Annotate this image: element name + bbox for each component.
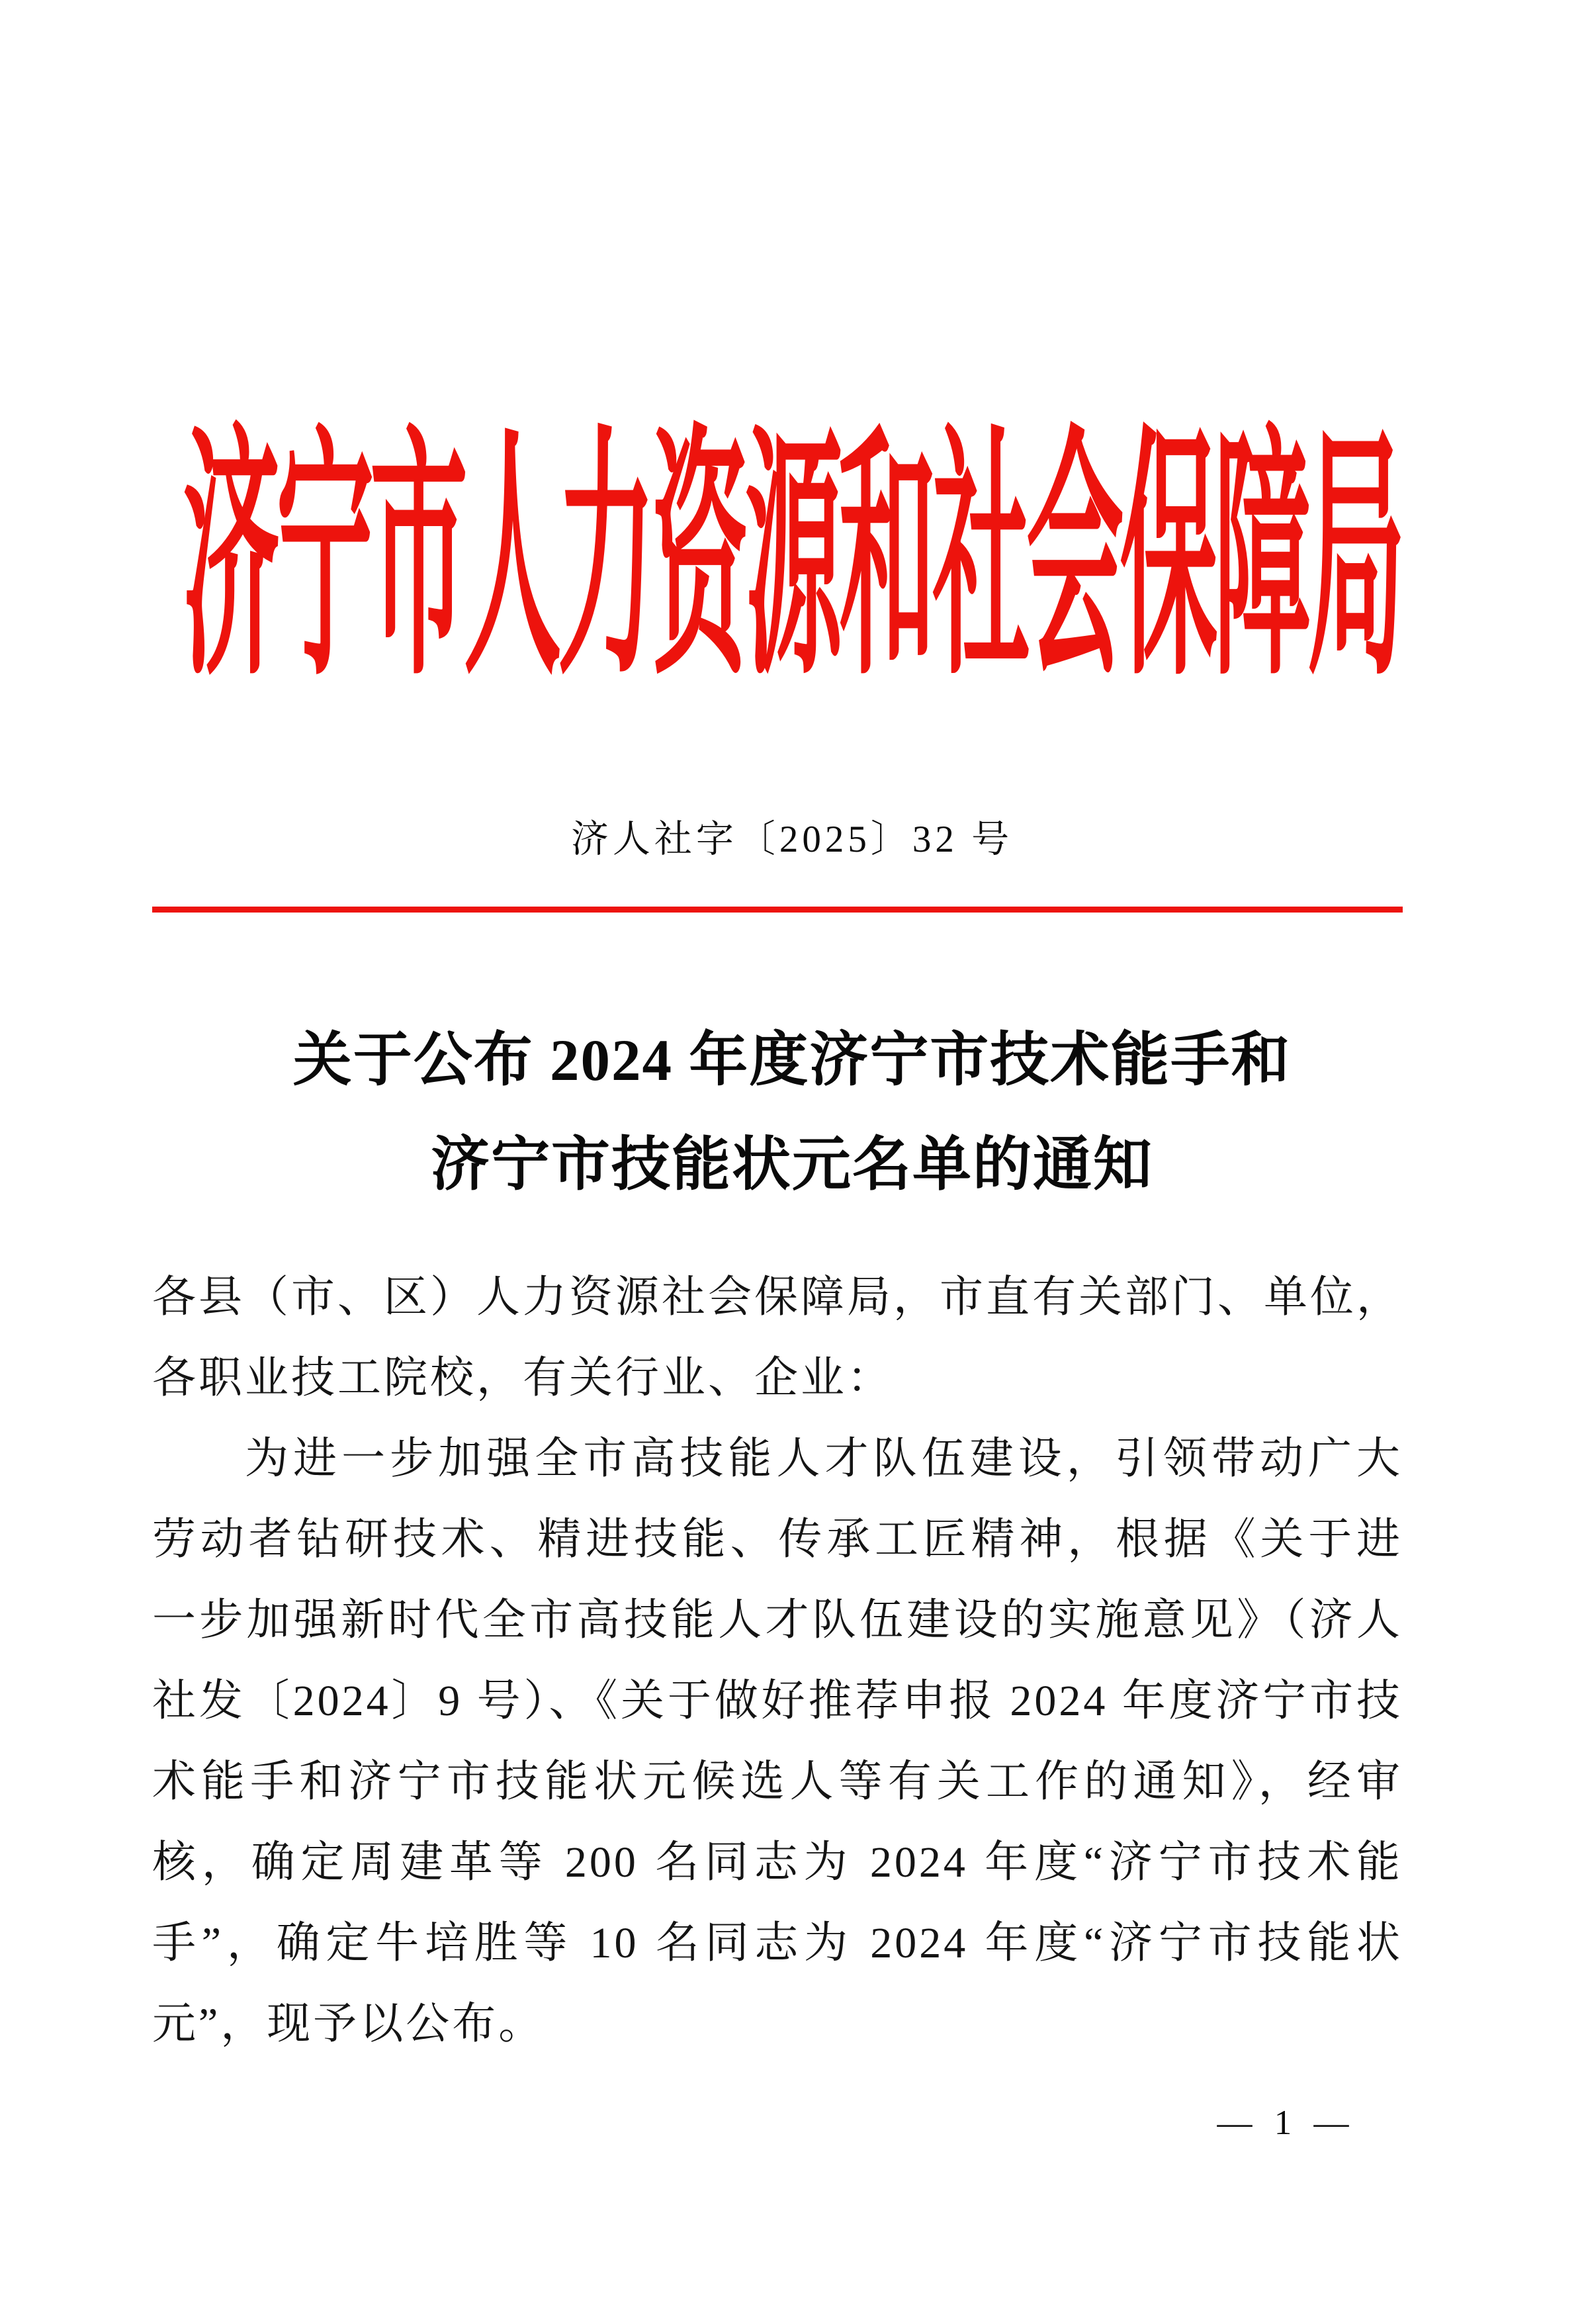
body-line: 手”，确定牛培胜等 10 名同志为 2024 年度“济宁市技能状 <box>152 1919 1403 1967</box>
body-line: 各职业技工院校，有关行业、企业： <box>152 1354 893 1402</box>
document-number: 济人社字〔2025〕32 号 <box>570 819 1014 860</box>
notice-body <box>152 1257 1403 2065</box>
body-line: 为进一步加强全市高技能人才队伍建设，引领带动广大 <box>245 1435 1403 1483</box>
body-line: 各县（市、区）人力资源社会保障局，市直有关部门、单位， <box>152 1273 1403 1321</box>
notice-title <box>0 1008 1584 1218</box>
red-divider-rule <box>152 907 1403 913</box>
body-line: 核，确定周建革等 200 名同志为 2024 年度“济宁市技术能 <box>152 1838 1403 1887</box>
body-line: 元”，现予以公布。 <box>152 2000 545 2048</box>
body-line: 劳动者钻研技术、精进技能、传承工匠精神，根据《关于进 <box>152 1515 1403 1564</box>
body-line: 一步加强新时代全市高技能人才队伍建设的实施意见》（济人 <box>152 1596 1403 1644</box>
page-number: — 1 — <box>1217 2104 1356 2142</box>
agency-header-title: 济宁市人力资源和社会保障局 <box>183 412 1401 707</box>
body-line: 社发〔2024〕9 号）、《关于做好推荐申报 2024 年度济宁市技 <box>152 1677 1403 1725</box>
notice-title-line1: 关于公布 2024 年度济宁市技术能手和 <box>292 1028 1292 1093</box>
notice-title-line2: 济宁市技能状元名单的通知 <box>431 1133 1153 1198</box>
body-line: 术能手和济宁市技能状元候选人等有关工作的通知》，经审 <box>152 1758 1403 1806</box>
